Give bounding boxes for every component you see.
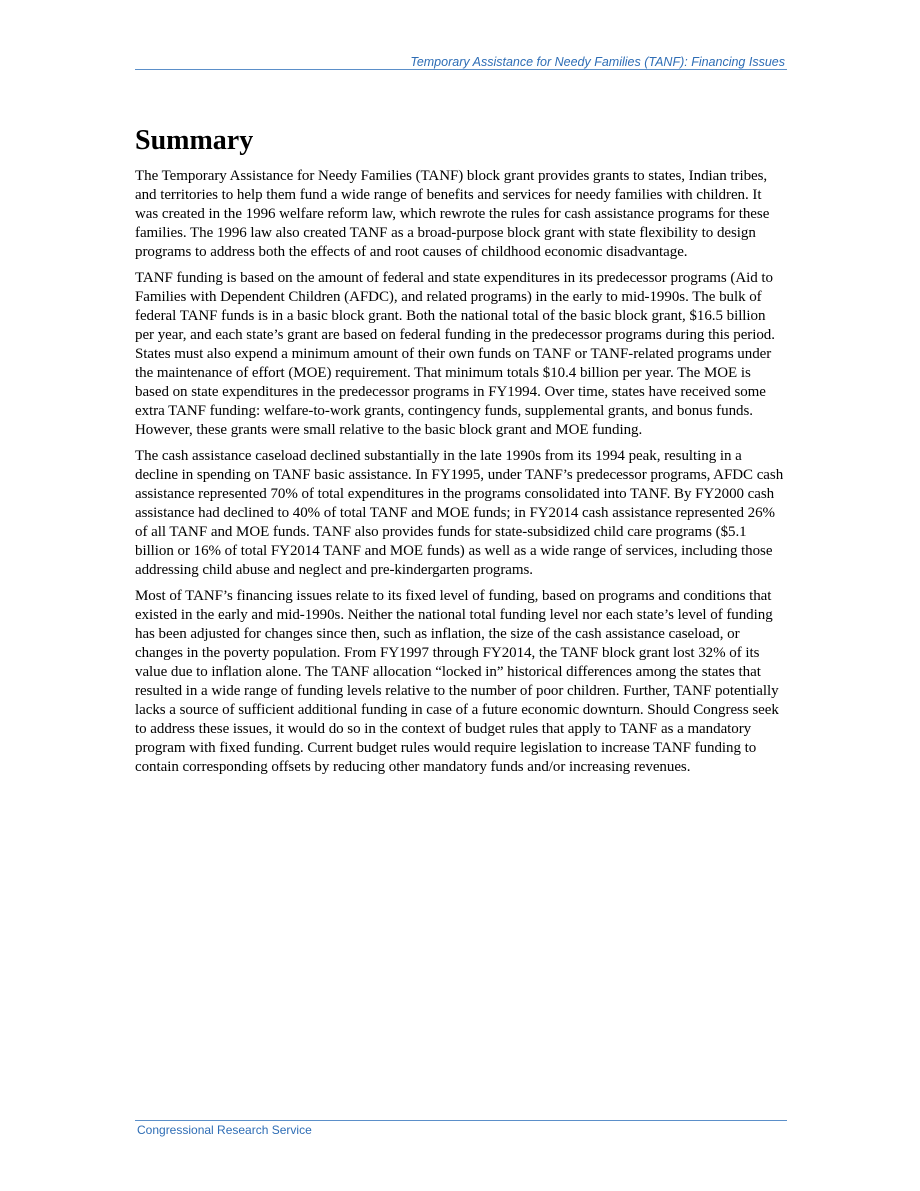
section-title: Summary (135, 125, 254, 156)
footer-divider (135, 1120, 787, 1121)
paragraph-3: The cash assistance caseload declined substantially in the late 1990s from its 1994 peak, resulting in a decline in spending on TANF basic assistance. In FY1995, under TANF’s predecessor programs, AFDC cash assistance represented 70% of total expenditures in the programs consolidated into TANF. By FY2000 cash assistance had declined to 40% of total TANF and MOE funds; in FY2014 cash assistance represented 26% of all TANF and MOE funds. TANF also provides funds for state-subsidized child care programs ($5.1 billion or 16% of total FY2014 TANF and MOE funds) as well as a wide range of services, including those addressing child abuse and neglect and pre-kindergarten programs. (135, 448, 784, 578)
footer-source: Congressional Research Service (137, 1123, 312, 1137)
header-divider (135, 69, 787, 70)
paragraph-4: Most of TANF’s financing issues relate to its fixed level of funding, based on programs and conditions that existed in the early and mid-1990s. Neither the national total funding level nor each state’s level of funding has been adjusted for changes since then, such as inflation, the size of the cash assistance caseload, or changes in the poverty population. From FY1997 through FY2014, the TANF block grant lost 32% of its value due to inflation alone. The TANF allocation “locked in” historical differences among the states that resulted in a wide range of funding levels relative to the number of poor children. Further, TANF potentially lacks a source of sufficient additional funding in case of a future economic downturn. Should Congress seek to address these issues, it would do so in the context of budget rules that apply to TANF as a mandatory program with fixed funding. Current budget rules would require legislation to increase TANF funding to contain corresponding offsets by reducing other mandatory funds and/or increasing revenues. (135, 588, 779, 775)
summary-body (135, 167, 787, 784)
paragraph-2: TANF funding is based on the amount of federal and state expenditures in its predecessor programs (Aid to Families with Dependent Children (AFDC), and related programs) in the early to mid-1990s. The bulk of federal TANF funds is in a basic block grant. Both the national total of the basic block grant, $16.5 billion per year, and each state’s grant are based on federal funding in the predecessor programs during this period. States must also expend a minimum amount of their own funds on TANF or TANF-related programs under the maintenance of effort (MOE) requirement. That minimum totals $10.4 billion per year. The MOE is based on state expenditures in the predecessor programs in FY1994. Over time, states have received some extra TANF funding: welfare-to-work grants, contingency funds, supplemental grants, and bonus funds. However, these grants were small relative to the basic block grant and MOE funding. (135, 270, 775, 438)
running-header: Temporary Assistance for Needy Families (TANF): Financing Issues (410, 55, 785, 69)
paragraph-1: The Temporary Assistance for Needy Families (TANF) block grant provides grants to states, Indian tribes, and territories to help them fund a wide range of benefits and services for needy families with children. It was created in the 1996 welfare reform law, which rewrote the rules for cash assistance programs for these families. The 1996 law also created TANF as a broad-purpose block grant with state flexibility to design programs to address both the effects of and root causes of childhood economic disadvantage. (135, 168, 770, 260)
